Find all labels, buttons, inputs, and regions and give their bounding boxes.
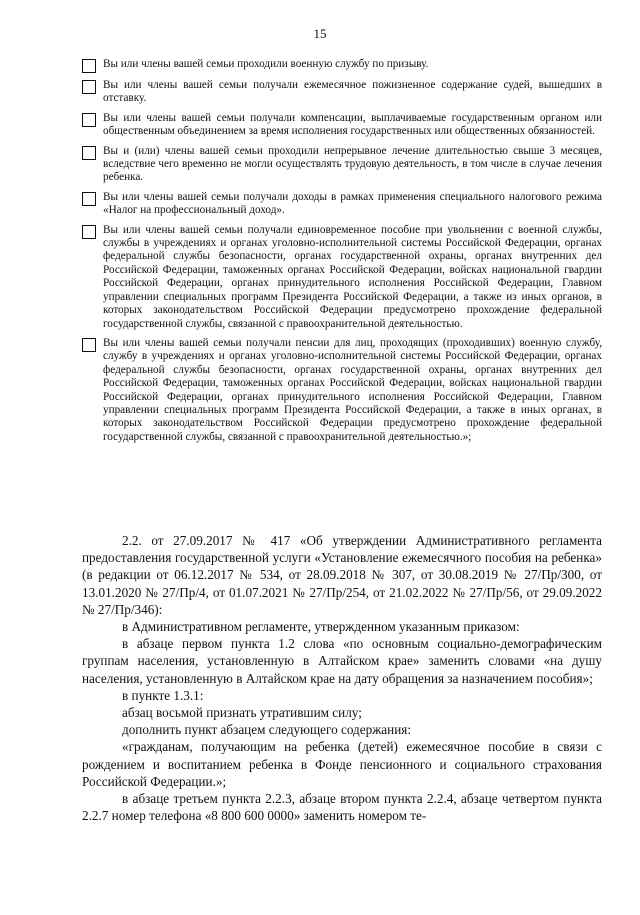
checkbox[interactable] — [82, 225, 96, 239]
checkbox-item — [82, 79, 602, 106]
checkbox[interactable] — [82, 146, 96, 160]
main-text — [82, 532, 602, 824]
checkbox-label: Вы или члены вашей семьи проходили военную службу по призыву. — [103, 58, 429, 70]
checkbox[interactable] — [82, 80, 96, 94]
checkbox-item — [82, 337, 602, 444]
checkbox[interactable] — [82, 113, 96, 127]
checkbox-label: Вы или члены вашей семьи получали ежемесячное пожизненное содержание судей, вышедших в отставку. — [103, 79, 602, 105]
paragraph: в абзаце первом пункта 1.2 слова «по основным социально-демографическим группам населения, установленную в Алтайском крае» заменить словами «на душу населения, установленную в Алтайском крае на дату обращения за назначением пособия»; — [82, 636, 602, 686]
paragraph: 2.2. от 27.09.2017 № 417 «Об утверждении Административного регламента предоставления государственной услуги «Установление ежемесячного пособия на ребенка» (в редакции от 06.12.2017 № 534, от 28.09.2018 № 307, от 30.08.2019 № 27/Пр/300, от 13.01.2020 № 27/Пр/4, от 01.07.2021 № 27/Пр/254, от 21.02.2022 № 27/Пр/56, от 29.09.2022 № 27/Пр/346): — [82, 533, 602, 617]
paragraph: абзац восьмой признать утратившим силу; — [122, 705, 362, 721]
page-number: 15 — [313, 26, 327, 41]
checkbox-list — [82, 58, 602, 450]
checkbox-label: Вы или члены вашей семьи получали пенсии для лиц, проходящих (проходивших) военную службу, службу в учреждениях и органах уголовно-исполнительной системы Российской Федерации, органах федеральной службы безопасности, органах государственной охраны, органах внутренних дел Российской Федерации, таможенных органах Российской Федерации, войсках национальной гвардии Российской Федерации, органах принудительного исполнения Российской Федерации, Главном управлении специальных программ Президента Российской Федерации, а также в иных органах, в которых законодательством Российской Федерации предусмотрено прохождение федеральной государственной службы, связанной с правоохранительной деятельностью.»; — [103, 336, 602, 443]
checkbox[interactable] — [82, 192, 96, 206]
paragraph: в абзаце третьем пункта 2.2.3, абзаце втором пункта 2.2.4, абзаце четвертом пункта 2.2.7 номер телефона «8 800 600 0000» заменить номером те- — [82, 791, 602, 824]
paragraph: в Административном регламенте, утвержденном указанным приказом: — [122, 619, 520, 635]
checkbox[interactable] — [82, 338, 96, 352]
checkbox-item — [82, 224, 602, 331]
checkbox-label: Вы или члены вашей семьи получали единовременное пособие при увольнении с военной службы, службы в учреждениях и органах уголовно-исполнительной системы Российской Федерации, органах федеральной службы безопасности, органах государственной охраны, органах внутренних дел Российской Федерации, таможенных органах Российской Федерации, войсках национальной гвардии Российской Федерации, органах принудительного исполнения Российской Федерации, Главном управлении специальных программ Президента Российской Федерации, а также из иных органов, в которых законодательством Российской Федерации предусмотрено прохождение федеральной государственной службы, связанной с правоохранительной деятельностью. — [103, 223, 602, 330]
checkbox-item — [82, 58, 602, 73]
checkbox-label: Вы или члены вашей семьи получали доходы в рамках применения специального налогового режима «Налог на профессиональный доход». — [103, 190, 602, 217]
paragraph: в пункте 1.3.1: — [122, 687, 204, 703]
checkbox-item — [82, 112, 602, 139]
checkbox-label: Вы или члены вашей семьи получали компенсации, выплачиваемые государственным органом или общественным объединением за время исполнения государственных или общественных обязанностей. — [103, 111, 602, 138]
checkbox-label: Вы и (или) члены вашей семьи проходили непрерывное лечение длительностью свыше 3 месяцев, вследствие чего временно не могли осуществлять трудовую деятельность, в том числе в случае лечения ребенка. — [103, 144, 602, 184]
checkbox-item — [82, 191, 602, 218]
paragraph: «гражданам, получающим на ребенка (детей) ежемесячное пособие в связи с рождением и воспитанием ребенка в Фонде пенсионного и социального страхования Российской Федерации.»; — [82, 739, 602, 789]
checkbox-item — [82, 145, 602, 185]
checkbox[interactable] — [82, 59, 96, 73]
paragraph: дополнить пункт абзацем следующего содержания: — [122, 722, 412, 738]
